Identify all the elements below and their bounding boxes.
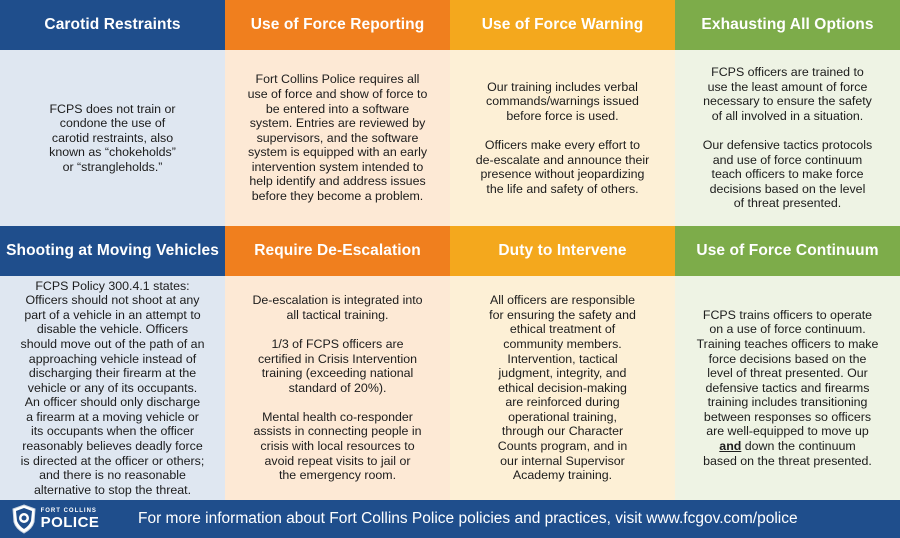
- body-carotid-restraints: [0, 50, 225, 226]
- body-text-emphasis: and: [719, 439, 742, 454]
- footer-info-text: For more information about Fort Collins Police policies and practices, visit www.fcgov.com/police: [138, 510, 798, 527]
- header-require-de-escalation: Require De-Escalation: [225, 226, 450, 276]
- header-use-of-force-continuum: Use of Force Continuum: [675, 226, 900, 276]
- body-text: [697, 308, 879, 469]
- body-text: All officers are responsible for ensuring the safety and ethical treatment of community members. Intervention, tactical judgment, integrity, and ethical decision-making are reinforced during operational training, through our Character Counts program, and in our internal Supervisor Academy training.: [489, 293, 636, 483]
- body-text: Fort Collins Police requires all use of force and show of force to be entered into a software system. Entries are reviewed by supervisors, and the software system is equipped with an early intervention system intended to help identify and address issues before they become a problem.: [247, 72, 428, 204]
- header-use-of-force-reporting: Use of Force Reporting: [225, 0, 450, 50]
- body-text: FCPS Policy 300.4.1 states: Officers should not shoot at any part of a vehicle in an attempt to disable the vehicle. Officers should move out of the path of an approaching vehicle instead of discharging their firearm at the vehicle or any of its occupants. An officer should only discharge a firearm at a moving vehicle or its occupants when the officer reasonably believes deadly force is directed at the officer or others; and there is no reasonable alternative to stop the threat.: [20, 278, 205, 497]
- header-duty-to-intervene: Duty to Intervene: [450, 226, 675, 276]
- body-require-de-escalation: [225, 276, 450, 500]
- body-text: De-escalation is integrated into all tactical training. 1/3 of FCPS officers are certified in Crisis Intervention training (exceeding national standard of 20%). Mental health co-responder assists in connecting people in crisis with local resources to avoid repeat visits to jail or the emergency room.: [252, 293, 423, 483]
- body-duty-to-intervene: [450, 276, 675, 500]
- body-text-part: FCPS trains officers to operate on a use of force continuum. Training teaches officers to make force decisions based on the level of threat presented. Our defensive tactics and firearms training includes transitioning between responses so officers are well-equipped to move up: [696, 307, 879, 439]
- header-shooting-at-moving-vehicles: Shooting at Moving Vehicles: [0, 226, 225, 276]
- logo-text: [41, 508, 100, 530]
- body-use-of-force-continuum: [675, 276, 900, 500]
- body-text: FCPS does not train or condone the use of carotid restraints, also known as “chokeholds” or “strangleholds.”: [49, 101, 176, 174]
- body-shooting-at-moving-vehicles: [0, 276, 225, 500]
- body-use-of-force-reporting: [225, 50, 450, 226]
- header-use-of-force-warning: Use of Force Warning: [450, 0, 675, 50]
- logo-small-text: FORT COLLINS: [40, 508, 97, 514]
- body-text-part: down the continuum based on the threat presented.: [703, 439, 872, 468]
- fort-collins-police-logo: [0, 500, 110, 538]
- police-badge-icon: [11, 504, 37, 534]
- body-use-of-force-warning: [450, 50, 675, 226]
- body-text: FCPS officers are trained to use the least amount of force necessary to ensure the safety of all involved in a situation. Our defensive tactics protocols and use of force continuum teach officers to make force decisions based on the level of threat presented.: [702, 65, 873, 211]
- logo-big-text: POLICE: [40, 514, 100, 531]
- body-exhausting-all-options: [675, 50, 900, 226]
- header-carotid-restraints: Carotid Restraints: [0, 0, 225, 50]
- footer-bar: [0, 500, 900, 538]
- body-text: Our training includes verbal commands/warnings issued before force is used. Officers make every effort to de-escalate and announce their presence without jeopardizing the life and safety of others.: [475, 79, 650, 196]
- header-exhausting-all-options: Exhausting All Options: [675, 0, 900, 50]
